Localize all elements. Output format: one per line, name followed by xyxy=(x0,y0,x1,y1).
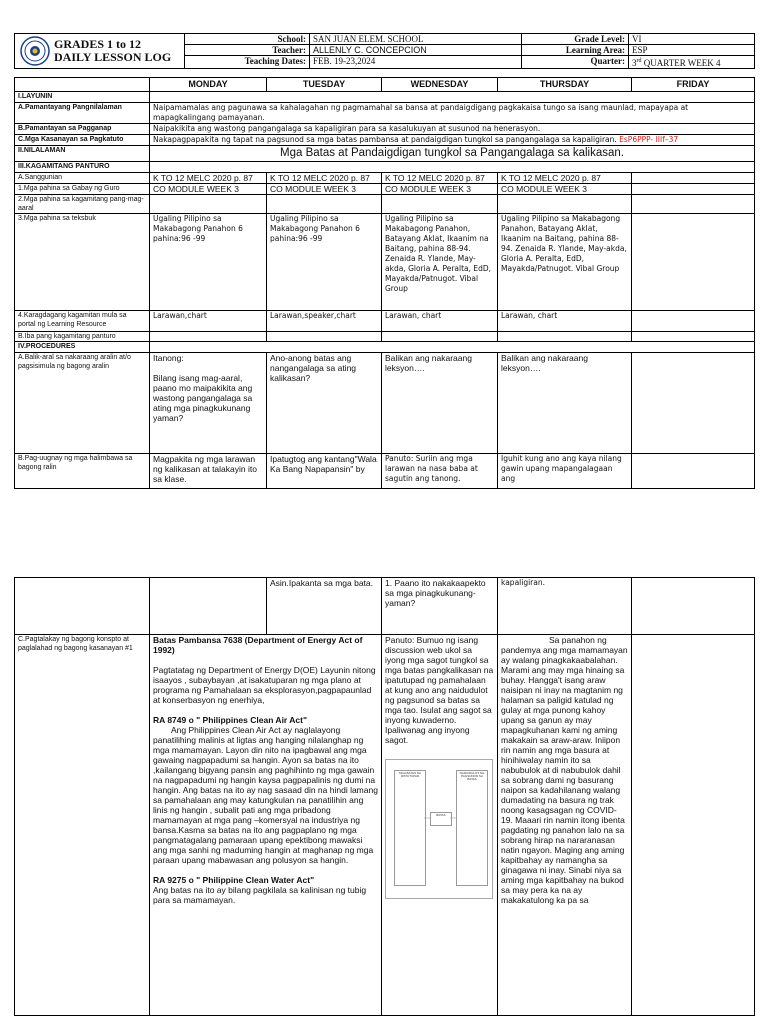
gabay-row xyxy=(15,184,755,195)
label-gabay: 1.Mga pahina sa Gabay ng Guro xyxy=(15,184,150,195)
layunin-row xyxy=(15,92,755,103)
school-label: School: xyxy=(185,34,310,45)
wed-activity-cell xyxy=(382,635,498,1016)
nilalaman-row xyxy=(15,146,755,162)
continuation-row xyxy=(15,578,755,635)
quarter-value: 3rd QUARTER WEEK 4 xyxy=(629,56,755,69)
label-pag-uugnay: B.Pag-uugnay ng mga halimbawa sa bagong ralin xyxy=(15,454,150,489)
karagdagan-wed: Larawan, chart xyxy=(382,311,498,332)
dates-label: Teaching Dates: xyxy=(185,56,310,69)
law3-text: Ang batas na ito ay bilang pagkilala sa kalinisan ng tubig para sa mamamayan. xyxy=(153,885,367,905)
form-title-line1: GRADES 1 to 12 xyxy=(54,37,142,51)
label-pamantayan-pagganap: B.Pamantayan sa Pagganap xyxy=(15,124,150,135)
balik-aral-row xyxy=(15,353,755,454)
label-nilalaman: II.NILALAMAN xyxy=(15,146,150,162)
pamantayan-pagganap-row xyxy=(15,124,755,135)
text-pamantayan-pagganap: Naipakikita ang wastong pangangalaga sa kapaligiran para sa kasalukuyan at susunod na henerasyon. xyxy=(150,124,755,135)
competency-code: EsP6PPP- IIIf–37 xyxy=(619,135,679,144)
text-pamantayang-pangnilalaman: Naipamamalas ang pagunawa sa kahalagahan ng pagmamahal sa bansa at pandaigdigang pagkakaisa tungo sa isang maunlad, mapayapa at mapagkalingang pamayanan. xyxy=(150,103,755,124)
discussion-web-diagram xyxy=(385,759,493,899)
uugnay-mon: Magpakita ng mga larawan ng kalikasan at talakayin ito sa klase. xyxy=(150,454,267,489)
day-friday: FRIDAY xyxy=(632,78,755,92)
teksbuk-row xyxy=(15,214,755,311)
sanggunian-fri xyxy=(632,173,755,184)
gabay-wed: CO MODULE WEEK 3 xyxy=(382,184,498,195)
law1-title: Batas Pambansa 7638 (Department of Energy Act of 1992) xyxy=(153,635,363,655)
thu-story: Sa panahon ng pandemya ang mga mamamayan ay walang pinagkakaabalahan. Marami ang may mga hinaing sa buhay. Hangga't isang araw naisipan ni inay na magtanim ng halaman sa paligid katulad ng gulay at mga punong kahoy upang sa ganun ay may mapagkuhanan kami ng aming makakain sa araw-araw. Iniipon rin namin ang mga basura at hinihiwalay namin ito sa nabubulok at di nabubulok dahil sa sobrang dami ng basurang naipon sa kadahilanang walang dumadating na basura ng trak noong kasagsagan ng COVID-19. Maaari rin namin itong ibenta pagdating ng panahon lalo na sa sobrang hirap na nararanasan natin ngayon. Maging ang aming kapitbahay ay namangha sa ginagawa ni inay. Sinabi niya sa aming mga kapitbahay na bukod sa may pera ka na ay makakatulong ka pa sa xyxy=(501,635,628,905)
label-kagamitang-mag: 2.Mga pahina sa kagamitang pang-mag-aaral xyxy=(15,195,150,214)
balik-wed: Balikan ang nakaraang leksyon…. xyxy=(382,353,498,454)
sanggunian-wed: K TO 12 MELC 2020 p. 87 xyxy=(382,173,498,184)
day-tuesday: TUESDAY xyxy=(267,78,382,92)
day-thursday: THURSDAY xyxy=(498,78,632,92)
balik-fri xyxy=(632,353,755,454)
diagram-center-box: BATAS xyxy=(430,812,452,826)
teksbuk-mon: Ugaling Pilipino sa Makabagong Panahon 6 pahina:96 -99 xyxy=(150,214,267,311)
pagtalakay-row xyxy=(15,635,755,1016)
text-kasanayan: Nakapagpapakita ng tapat na pagsunod sa mga batas pambansa at pandaigdigan tungkol sa pangangalaga sa kapaligiran. EsP6PPP- IIIf–37 xyxy=(150,135,755,146)
area-label: Learning Area: xyxy=(522,45,629,56)
thu-story-cell xyxy=(498,635,632,1016)
uugnay-thu: Iguhit kung ano ang kaya nilang gawin upang mapangalagaan ang xyxy=(498,454,632,489)
label-sanggunian: A.Sanggunian xyxy=(15,173,150,184)
cont-thu: kapaligiran. xyxy=(498,578,632,635)
teacher-label: Teacher: xyxy=(185,45,310,56)
label-pamantayang-pangnilalaman: A.Pamantayang Pangnilalaman xyxy=(15,103,150,124)
law3-title: RA 9275 o " Philippine Clean Water Act" xyxy=(153,875,315,885)
gabay-tue: CO MODULE WEEK 3 xyxy=(267,184,382,195)
logo-cell xyxy=(15,34,185,69)
diagram-right-box: NAIDUDULOT NG PAGSUNOD SA BATAS xyxy=(456,770,488,886)
karagdagan-tue: Larawan,speaker,chart xyxy=(267,311,382,332)
lesson-log-table-page2 xyxy=(14,577,755,1016)
form-title-line2: DAILY LESSON LOG xyxy=(54,50,172,64)
gabay-mon: CO MODULE WEEK 3 xyxy=(150,184,267,195)
gabay-fri xyxy=(632,184,755,195)
iba-pang-row xyxy=(15,332,755,342)
uugnay-wed: Panuto: Suriin ang mga larawan na nasa baba at sagutin ang tanong. xyxy=(382,454,498,489)
kagamitang-mag-row xyxy=(15,195,755,214)
law2-title: RA 8749 o " Philippines Clean Air Act" xyxy=(153,715,308,725)
label-balik-aral: A.Balik-aral sa nakaraang aralin at/o pagsisimula ng bagong aralin xyxy=(15,353,150,454)
uugnay-fri xyxy=(632,454,755,489)
diagram-connectors xyxy=(386,760,492,898)
teksbuk-tue: Ugaling Pilipino sa Makabagong Panahon 6 pahina:96 -99 xyxy=(267,214,382,311)
balik-thu: Balikan ang nakaraang leksyon…. xyxy=(498,353,632,454)
teksbuk-wed: Ugaling Pilipino sa Makabagong Panahon, Batayang Aklat, Ikaanim na Baitang, pahina 88-94. Zenaida R. Ylande, May-akda, Gloria A. Peralta, EdD, Mayakda/Patnugot. Vibal Group xyxy=(382,214,498,311)
kagamitan-row xyxy=(15,162,755,173)
gabay-thu: CO MODULE WEEK 3 xyxy=(498,184,632,195)
lesson-log-table xyxy=(14,77,755,489)
label-kasanayan: C.Mga Kasanayan sa Pagkatuto xyxy=(15,135,150,146)
section-procedures: IV.PROCEDURES xyxy=(15,342,150,353)
balik-mon: Itanong: Bilang isang mag-aaral, paano mo maipakikita ang wastong pangangalaga sa ating mga pinagkukunang yaman? xyxy=(150,353,267,454)
law1-text: Pagtatatag ng Department of Energy D(OE) Layunin nitong isaayos , subaybayan ,at isakatuparan ng mga plano at programa ng Pamahalaan sa eksplorasyon,pagpapaunlad at konserbasyon ng enerhiya, xyxy=(153,665,376,705)
teksbuk-fri xyxy=(632,214,755,311)
cont-wed: 1. Paano ito nakakaapekto sa mga pinagkukunang-yaman? xyxy=(382,578,498,635)
sanggunian-tue: K TO 12 MELC 2020 p. 87 xyxy=(267,173,382,184)
sanggunian-row xyxy=(15,173,755,184)
kasanayan-row xyxy=(15,135,755,146)
header-table xyxy=(14,33,755,69)
balik-tue: Ano-anong batas ang nangangalaga sa ating kalikasan? xyxy=(267,353,382,454)
section-layunin: I.LAYUNIN xyxy=(15,92,150,103)
sanggunian-thu: K TO 12 MELC 2020 p. 87 xyxy=(498,173,632,184)
label-iba-pang: B.Iba pang kagamitang panturo xyxy=(15,332,150,342)
pag-uugnay-row xyxy=(15,454,755,489)
uugnay-tue: Ipatugtog ang kantang"Wala Ka Bang Napapansin" by xyxy=(267,454,382,489)
day-wednesday: WEDNESDAY xyxy=(382,78,498,92)
label-pagtalakay: C.Pagtalakay ng bagong konspto at paglalahad ng bagong kasanayan #1 xyxy=(15,635,150,1016)
wed-panuto: Panuto: Bumuo ng isang discussion web ukol sa iyong mga sagot tungkol sa mga batas pangkalikasan na ipatutupad ng pamahalaan at kung ano ang naidudulot ng pagsunod sa batas sa mga tao. Isulat ang sagot sa inyong kuwaderno. Ipaliwanag ang inyong sagot. xyxy=(385,635,494,745)
school-value: SAN JUAN ELEM. SCHOOL xyxy=(310,34,522,45)
section-kagamitan: III.KAGAMITANG PANTURO xyxy=(15,162,150,173)
label-teksbuk: 3.Mga pahina sa teksbuk xyxy=(15,214,150,311)
cont-tue: Asin.Ipakanta sa mga bata. xyxy=(267,578,382,635)
teacher-value: ALLENLY C. CONCEPCION xyxy=(310,45,522,56)
procedures-row xyxy=(15,342,755,353)
grade-label: Grade Level: xyxy=(522,34,629,45)
deped-seal-icon xyxy=(20,36,50,66)
dates-value: FEB. 19-23,2024 xyxy=(310,56,522,69)
karagdagan-mon: Larawan,chart xyxy=(150,311,267,332)
area-value: ESP xyxy=(629,45,755,56)
laws-cell xyxy=(150,635,382,1016)
karagdagan-fri xyxy=(632,311,755,332)
day-monday: MONDAY xyxy=(150,78,267,92)
pamantayang-pangnilalaman-row xyxy=(15,103,755,124)
quarter-label: Quarter: xyxy=(522,56,629,69)
label-karagdagan: 4.Karagdagang kagamitan mula sa portal ng Learning Resource xyxy=(15,311,150,332)
sanggunian-mon: K TO 12 MELC 2020 p. 87 xyxy=(150,173,267,184)
teksbuk-thu: Ugaling Pilipino sa Makabagong Panahon, Batayang Aklat, Ikaanim na Baitang, pahina 88-94. Zenaida R. Ylande, May-akda, Gloria A. Peralta, EdD, Mayakda/Patnugot. Vibal Group xyxy=(498,214,632,311)
law2-text: Ang Philippines Clean Air Act ay naglalayong panatilihing malinis at ligtas ang hanging nilalanghap ng mga mamamayan. Layon din nito na ipagbawal ang mga gawaing nagpapadumi sa hangin. Ayon sa batas na ito ,kailangang bigyang pansin ang paghihinto ng mga gawain na nagpapadumi ng hangin kaysa pagpapalinis ng dumi na hangin. Ang batas na ito ay nag sasaad din na hindi lamang sa pamahalaan ang may katungkulan na panatilihin ang linis ng hangin , subalit pati ang mga pribadong mamamayan at mga pang –komersyal na industriya ng bansa.Kasma sa batas na ito ang pagpaplano ng mga pangmatagalang pamaraan upang epektibong mawaksi ang mga sanhi ng maduming hangin at maghanap ng mga paraan upang mabawasan ang polusyon sa hangin. xyxy=(153,725,378,865)
day-header-row xyxy=(15,78,755,92)
grade-value: VI xyxy=(629,34,755,45)
lesson-title: Mga Batas at Pandaigdigan tungkol sa Pangangalaga sa kalikasan. xyxy=(150,146,755,162)
karagdagan-row xyxy=(15,311,755,332)
diagram-left-box: MGA BATAS NA IPATUTUPAD xyxy=(394,770,426,886)
karagdagan-thu: Larawan, chart xyxy=(498,311,632,332)
